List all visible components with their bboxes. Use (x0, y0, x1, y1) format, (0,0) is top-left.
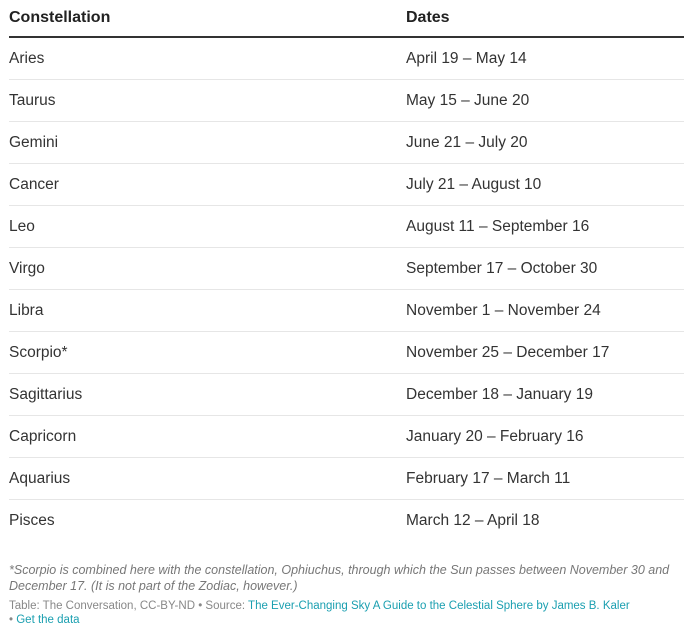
table-row (9, 164, 684, 206)
constellation-cell: Pisces (9, 511, 55, 529)
table-row (9, 206, 684, 248)
dates-cell: November 25 – December 17 (406, 332, 684, 374)
dates-cell: February 17 – March 11 (406, 458, 684, 500)
source-link[interactable]: The Ever-Changing Sky A Guide to the Celestial Sphere by James B. Kaler (248, 600, 630, 612)
constellation-cell: Capricorn (9, 416, 406, 458)
dates-cell: April 19 – May 14 (406, 37, 684, 80)
constellation-cell: Sagittarius (9, 374, 406, 416)
constellation-cell: Taurus (9, 80, 406, 122)
constellation-cell: Aries (9, 37, 406, 80)
table-row (9, 290, 684, 332)
table-row (9, 416, 684, 458)
dates-cell: November 1 – November 24 (406, 290, 684, 332)
table-notes (9, 562, 684, 627)
constellation-cell: Cancer (9, 164, 406, 206)
constellation-cell: Gemini (9, 122, 406, 164)
table-row (9, 80, 684, 122)
scorpio-footnote: *Scorpio is combined here with the constellation, Ophiuchus, through which the Sun passes between November 30 and December 17. (It is not part of the Zodiac, however.) (9, 563, 670, 593)
constellation-cell: Aquarius (9, 458, 406, 500)
table-row (9, 458, 684, 500)
dates-cell: May 15 – June 20 (406, 80, 684, 122)
dates-cell: June 21 – July 20 (406, 122, 684, 164)
dates-cell: September 17 – October 30 (406, 248, 684, 290)
table-header-row (9, 0, 684, 37)
column-header-dates: Dates (406, 0, 684, 37)
dates-cell: August 11 – September 16 (406, 206, 684, 248)
source-line (9, 599, 684, 627)
dates-cell: March 12 – April 18 (406, 511, 540, 529)
dates-cell: December 18 – January 19 (406, 374, 684, 416)
constellation-cell: Virgo (9, 248, 406, 290)
source-prefix: Table: The Conversation, CC-BY-ND • Source: (9, 600, 249, 612)
table-row (9, 332, 684, 374)
dates-cell: January 20 – February 16 (406, 416, 684, 458)
zodiac-table-container (9, 0, 684, 541)
get-the-data-link[interactable]: Get the data (16, 614, 80, 626)
constellation-cell: Libra (9, 290, 406, 332)
dates-cell: July 21 – August 10 (406, 164, 684, 206)
constellation-cell: Scorpio* (9, 332, 406, 374)
constellation-cell: Leo (9, 206, 406, 248)
source-separator: • (9, 614, 17, 626)
zodiac-dates-table (9, 0, 684, 541)
table-row (9, 37, 684, 80)
column-header-constellation: Constellation (9, 0, 406, 37)
table-row (9, 122, 684, 164)
table-row (9, 248, 684, 290)
table-row (9, 500, 684, 542)
table-row (9, 374, 684, 416)
